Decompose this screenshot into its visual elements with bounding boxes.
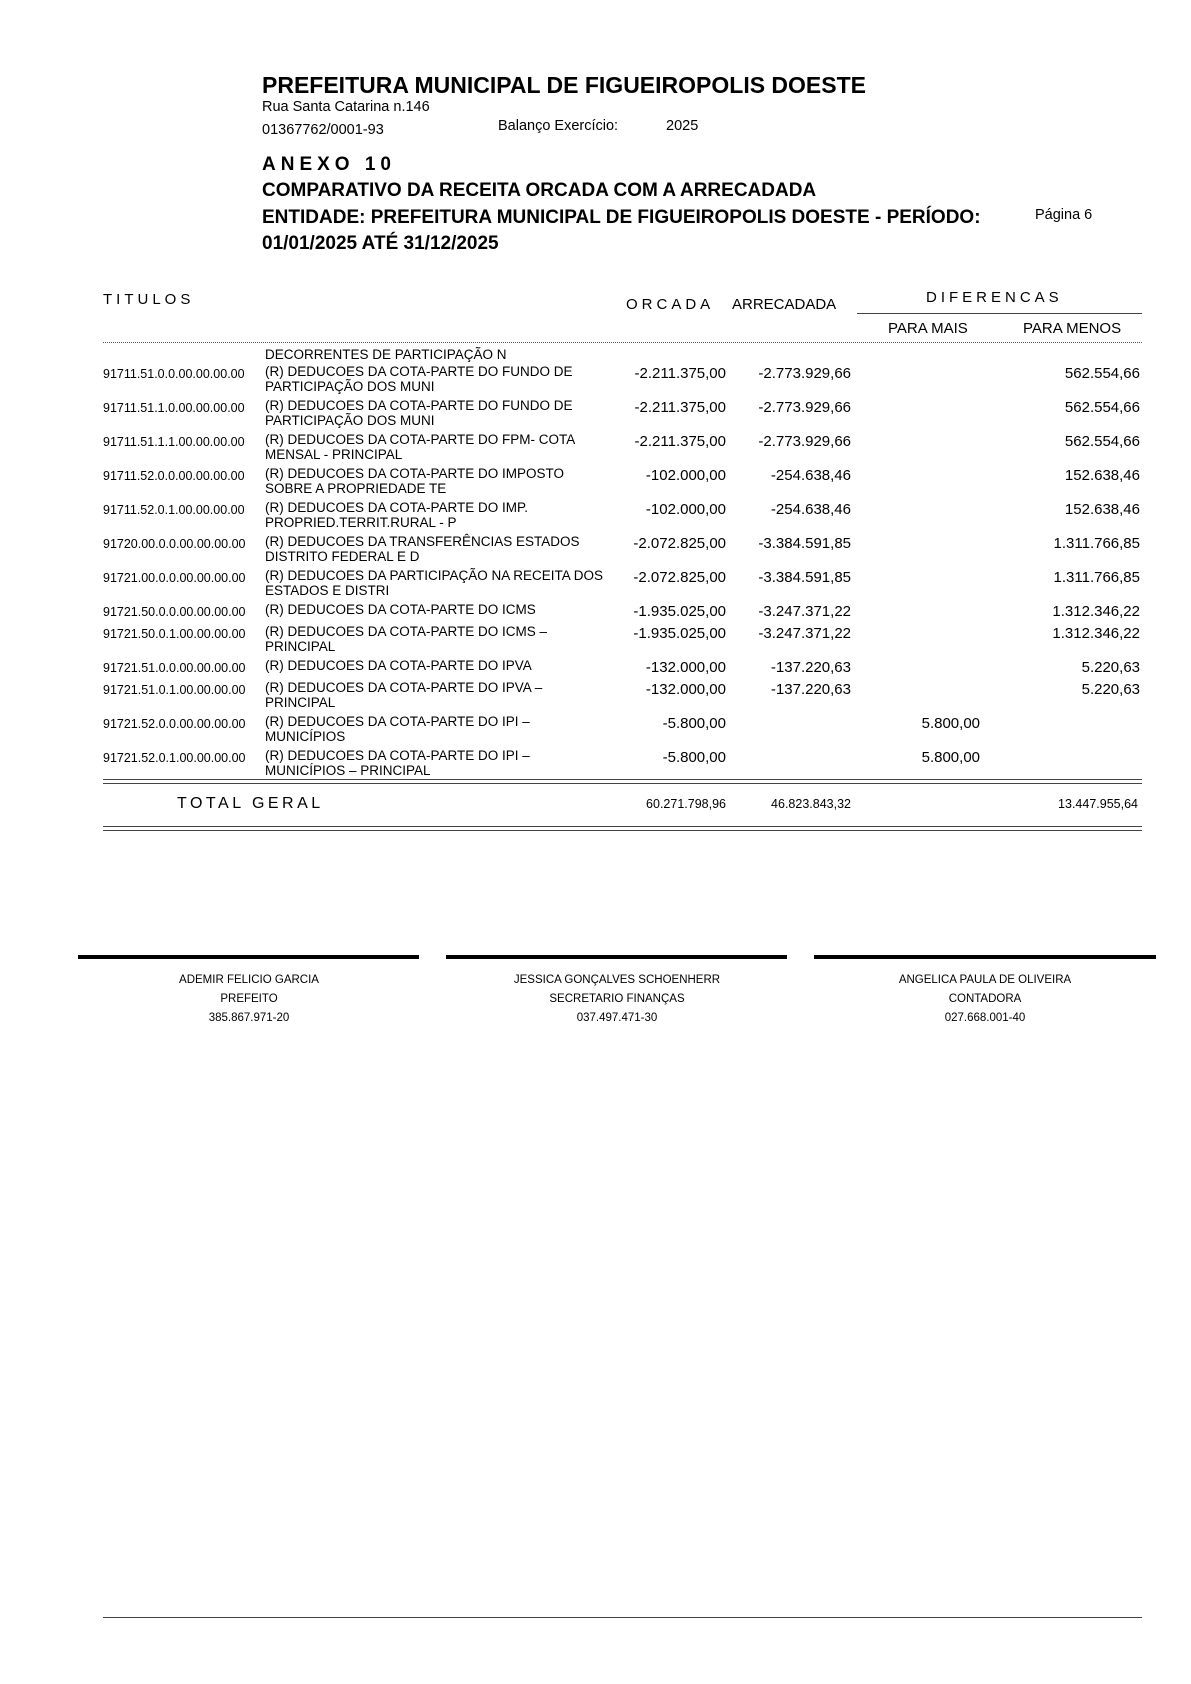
- orcada-value: -5.800,00: [662, 749, 726, 766]
- orcada-value: -132.000,00: [645, 659, 726, 676]
- table-row: [0, 714, 1191, 751]
- account-code: 91721.51.0.1.00.00.00.00: [103, 683, 246, 697]
- signatory-cpf: 037.497.471-30: [576, 1012, 658, 1024]
- account-code: 91711.51.0.0.00.00.00.00: [103, 367, 245, 381]
- orcada-value: -1.935.025,00: [633, 603, 726, 620]
- total-para-menos: 13.447.955,64: [1058, 797, 1138, 811]
- table-row: [0, 534, 1191, 571]
- signature-block-prefeito: [79, 971, 419, 1028]
- signature-block-contadora: [815, 971, 1155, 1028]
- account-code: 91711.51.1.0.00.00.00.00: [103, 401, 245, 415]
- orcada-value: -2.211.375,00: [634, 433, 726, 450]
- arrecadada-value: -254.638,46: [770, 467, 851, 484]
- table-row: [0, 680, 1191, 717]
- arrecadada-value: -137.220,63: [770, 681, 851, 698]
- para-menos-value: 562.554,66: [1064, 433, 1140, 450]
- para-menos-value: 1.311.766,85: [1053, 535, 1140, 552]
- orcada-value: -2.211.375,00: [634, 399, 726, 416]
- account-code: 91721.00.0.0.00.00.00.00: [103, 571, 246, 585]
- account-code: 91711.52.0.1.00.00.00.00: [103, 503, 245, 517]
- diferencas-rule: [857, 313, 1142, 314]
- address: Rua Santa Catarina n.146: [262, 99, 430, 115]
- entity-line: ENTIDADE: PREFEITURA MUNICIPAL DE FIGUEIROPOLIS DOESTE - PERÍODO:: [262, 207, 981, 228]
- account-code: 91721.50.0.0.00.00.00.00: [103, 605, 246, 619]
- para-mais-value: 5.800,00: [921, 715, 980, 732]
- orcada-value: -132.000,00: [645, 681, 726, 698]
- signature-block-secretario: [447, 971, 787, 1028]
- arrecadada-value: -137.220,63: [770, 659, 851, 676]
- table-row: [0, 624, 1191, 661]
- account-description: (R) DEDUCOES DA COTA-PARTE DO IMP. PROPRIED.TERRIT.RURAL - P: [265, 500, 529, 530]
- para-menos-value: 5.220,63: [1081, 659, 1140, 676]
- account-code: 91711.52.0.0.00.00.00.00: [103, 469, 245, 483]
- account-description: (R) DEDUCOES DA TRANSFERÊNCIAS ESTADOS DISTRITO FEDERAL E D: [265, 534, 580, 564]
- arrecadada-value: -3.247.371,22: [758, 603, 851, 620]
- orcada-value: -102.000,00: [645, 467, 726, 484]
- account-description: (R) DEDUCOES DA COTA-PARTE DO IPI – MUNICÍPIOS – PRINCIPAL: [265, 748, 530, 778]
- account-description: (R) DEDUCOES DA COTA-PARTE DO IMPOSTO SOBRE A PROPRIEDADE TE: [265, 466, 565, 496]
- balanco-year: 2025: [666, 118, 699, 134]
- continuation-text: DECORRENTES DE PARTICIPAÇÃO N: [265, 347, 507, 362]
- para-menos-value: 1.312.346,22: [1052, 603, 1140, 620]
- account-code: 91721.50.0.1.00.00.00.00: [103, 627, 246, 641]
- account-code: 91721.52.0.0.00.00.00.00: [103, 717, 246, 731]
- orcada-value: -2.072.825,00: [633, 569, 726, 586]
- signatory-role: PREFEITO: [220, 993, 278, 1005]
- account-description: (R) DEDUCOES DA PARTICIPAÇÃO NA RECEITA DOS ESTADOS E DISTRI: [265, 568, 604, 598]
- para-menos-value: 5.220,63: [1081, 681, 1140, 698]
- account-description: (R) DEDUCOES DA COTA-PARTE DO IPVA: [265, 658, 532, 673]
- para-menos-value: 152.638,46: [1064, 501, 1140, 518]
- table-row: [0, 500, 1191, 537]
- signatory-name: JESSICA GONÇALVES SCHOENHERR: [513, 974, 721, 986]
- para-menos-value: 1.312.346,22: [1052, 625, 1140, 642]
- arrecadada-value: -2.773.929,66: [758, 433, 851, 450]
- orcada-value: -102.000,00: [645, 501, 726, 518]
- total-bottom-rule: [103, 826, 1142, 831]
- report-title: COMPARATIVO DA RECEITA ORCADA COM A ARRECADADA: [262, 180, 817, 201]
- col-arrecadada: ARRECADADA: [732, 296, 837, 313]
- account-code: 91711.51.1.1.00.00.00.00: [103, 435, 245, 449]
- arrecadada-value: -254.638,46: [770, 501, 851, 518]
- signatory-cpf: 027.668.001-40: [944, 1012, 1026, 1024]
- para-menos-value: 1.311.766,85: [1053, 569, 1140, 586]
- signatory-role: SECRETARIO FINANÇAS: [549, 993, 685, 1005]
- orcada-value: -1.935.025,00: [633, 625, 726, 642]
- para-mais-value: 5.800,00: [921, 749, 980, 766]
- account-code: 91720.00.0.0.00.00.00.00: [103, 537, 246, 551]
- arrecadada-value: -2.773.929,66: [758, 399, 851, 416]
- col-orcada: ORCADA: [626, 296, 715, 313]
- municipality-title: PREFEITURA MUNICIPAL DE FIGUEIROPOLIS DOESTE: [262, 72, 867, 98]
- signatory-name: ADEMIR FELICIO GARCIA: [179, 974, 319, 986]
- account-code: 91721.52.0.1.00.00.00.00: [103, 751, 246, 765]
- para-menos-value: 152.638,46: [1064, 467, 1140, 484]
- cnpj: 01367762/0001-93: [262, 122, 384, 138]
- arrecadada-value: -3.384.591,85: [758, 569, 851, 586]
- orcada-value: -2.211.375,00: [634, 365, 726, 382]
- page-number: Página 6: [1035, 207, 1093, 223]
- account-description: (R) DEDUCOES DA COTA-PARTE DO FPM- COTA MENSAL - PRINCIPAL: [265, 432, 575, 462]
- account-description: (R) DEDUCOES DA COTA-PARTE DO IPI – MUNICÍPIOS: [265, 714, 530, 744]
- table-row: [0, 364, 1191, 401]
- para-menos-value: 562.554,66: [1064, 399, 1140, 416]
- signature-line-2: [446, 955, 787, 959]
- total-label: TOTAL GERAL: [177, 795, 324, 812]
- arrecadada-value: -2.773.929,66: [758, 365, 851, 382]
- signatory-role: CONTADORA: [948, 993, 1022, 1005]
- col-para-mais: PARA MAIS: [888, 320, 968, 337]
- anexo-title: ANEXO 10: [262, 154, 396, 175]
- signature-line-1: [78, 955, 419, 959]
- col-para-menos: PARA MENOS: [1023, 320, 1122, 337]
- account-description: (R) DEDUCOES DA COTA-PARTE DO ICMS: [265, 602, 536, 617]
- orcada-value: -2.072.825,00: [633, 535, 726, 552]
- balanco-label: Balanço Exercício:: [498, 118, 619, 134]
- col-titulos: TITULOS: [103, 291, 195, 308]
- col-diferencas: DIFERENCAS: [926, 289, 1063, 306]
- signature-line-3: [814, 955, 1156, 959]
- total-orcada: 60.271.798,96: [646, 797, 726, 811]
- account-description: (R) DEDUCOES DA COTA-PARTE DO FUNDO DE PARTICIPAÇÃO DOS MUNI: [265, 364, 573, 394]
- account-code: 91721.51.0.0.00.00.00.00: [103, 661, 246, 675]
- signatory-cpf: 385.867.971-20: [208, 1012, 290, 1024]
- signatory-name: ANGELICA PAULA DE OLIVEIRA: [898, 974, 1072, 986]
- para-menos-value: 562.554,66: [1064, 365, 1140, 382]
- arrecadada-value: -3.384.591,85: [758, 535, 851, 552]
- total-top-rule: [103, 779, 1142, 784]
- orcada-value: -5.800,00: [662, 715, 726, 732]
- account-description: (R) DEDUCOES DA COTA-PARTE DO FUNDO DE PARTICIPAÇÃO DOS MUNI: [265, 398, 573, 428]
- total-arrecadada: 46.823.843,32: [771, 797, 851, 811]
- arrecadada-value: -3.247.371,22: [758, 625, 851, 642]
- table-row: [0, 398, 1191, 435]
- table-row: [0, 568, 1191, 605]
- header-separator: [103, 342, 1142, 343]
- period-line: 01/01/2025 ATÉ 31/12/2025: [262, 233, 499, 254]
- account-description: (R) DEDUCOES DA COTA-PARTE DO ICMS – PRINCIPAL: [265, 624, 548, 654]
- table-row: [0, 432, 1191, 469]
- footer-rule: [103, 1617, 1142, 1618]
- account-description: (R) DEDUCOES DA COTA-PARTE DO IPVA – PRINCIPAL: [265, 680, 543, 710]
- table-row: [0, 466, 1191, 503]
